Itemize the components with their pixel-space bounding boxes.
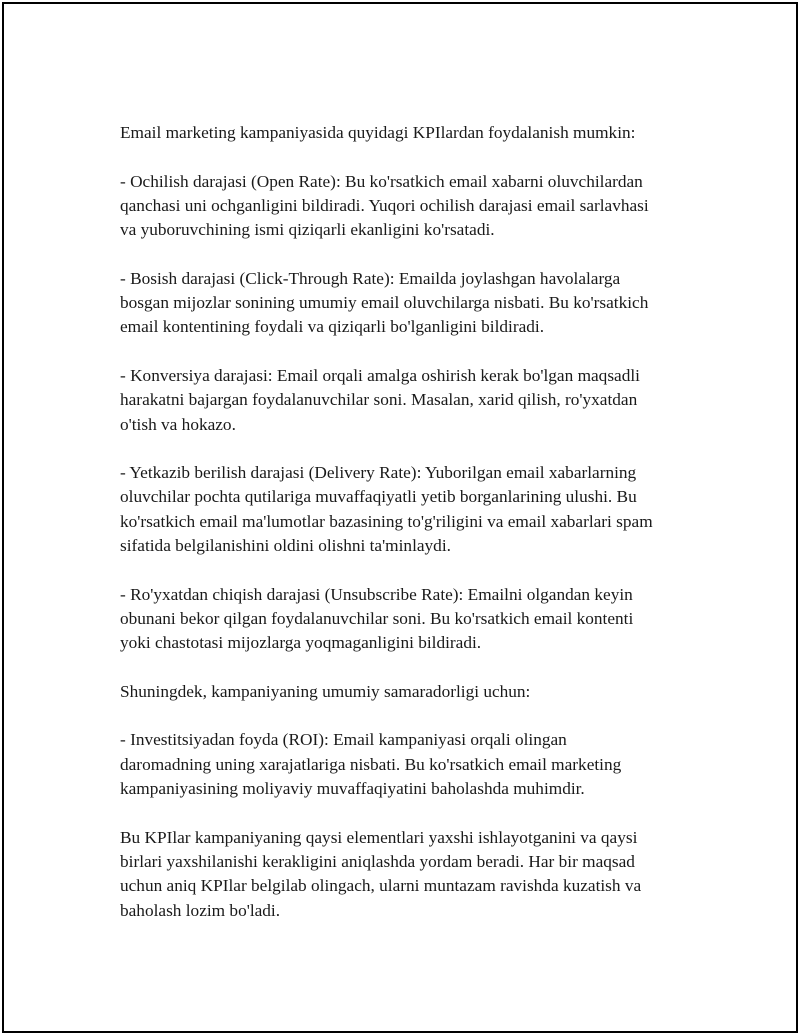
also-heading-paragraph: Shuningdek, kampaniyaning umumiy samaradorligi uchun: bbox=[120, 681, 531, 701]
document-body bbox=[120, 121, 710, 923]
roi-paragraph: - Investitsiyadan foyda (ROI): Email kampaniyasi orqali olingan daromadning uning xarajatlariga nisbati. Bu ko'rsatkich email marketing kampaniyasining moliyaviy muvaffaqiyatini baholashda muhimdir. bbox=[120, 730, 622, 799]
unsubscribe-rate-paragraph: - Ro'yxatdan chiqish darajasi (Unsubscribe Rate): Emailni olgandan keyin obunani bekor qilgan foydalanuvchilar soni. Bu ko'rsatkich email kontenti yoki chastotasi mijozlarga yoqmaganligini bildiradi. bbox=[120, 584, 634, 653]
conversion-rate-paragraph: - Konversiya darajasi: Email orqali amalga oshirish kerak bo'lgan maqsadli harakatni bajargan foydalanuvchilar soni. Masalan, xarid qilish, ro'yxatdan o'tish va hokazo. bbox=[120, 365, 640, 434]
intro-paragraph: Email marketing kampaniyasida quyidagi KPIlardan foydalanish mumkin: bbox=[120, 123, 636, 142]
click-through-rate-paragraph: - Bosish darajasi (Click-Through Rate): Emailda joylashgan havolalarga bosgan mijozlar sonining umumiy email oluvchilarga nisbati. Bu ko'rsatkich email kontentining foydali va qiziqarli bo'lganligini bildiradi. bbox=[120, 268, 649, 337]
conclusion-paragraph: Bu KPIlar kampaniyaning qaysi elementlari yaxshi ishlayotganini va qaysi birlari yaxshilanishi kerakligini aniqlashda yordam beradi. Har bir maqsad uchun aniq KPIlar belgilab olingach, ularni muntazam ravishda kuzatish va baholash lozim bo'ladi. bbox=[120, 827, 642, 920]
document-page bbox=[2, 2, 798, 1033]
delivery-rate-paragraph: - Yetkazib berilish darajasi (Delivery Rate): Yuborilgan email xabarlarning oluvchilar pochta qutilariga muvaffaqiyatli yetib borganlarining ulushi. Bu ko'rsatkich email ma'lumotlar bazasining to'g'riligini va email xabarlari spam sifatida belgilanishini oldini olishni ta'minlaydi. bbox=[120, 463, 653, 556]
open-rate-paragraph: - Ochilish darajasi (Open Rate): Bu ko'rsatkich email xabarni oluvchilardan qanchasi uni ochganligini bildiradi. Yuqori ochilish darajasi email sarlavhasi va yuboruvchining ismi qiziqarli ekanligini ko'rsatadi. bbox=[120, 171, 649, 240]
